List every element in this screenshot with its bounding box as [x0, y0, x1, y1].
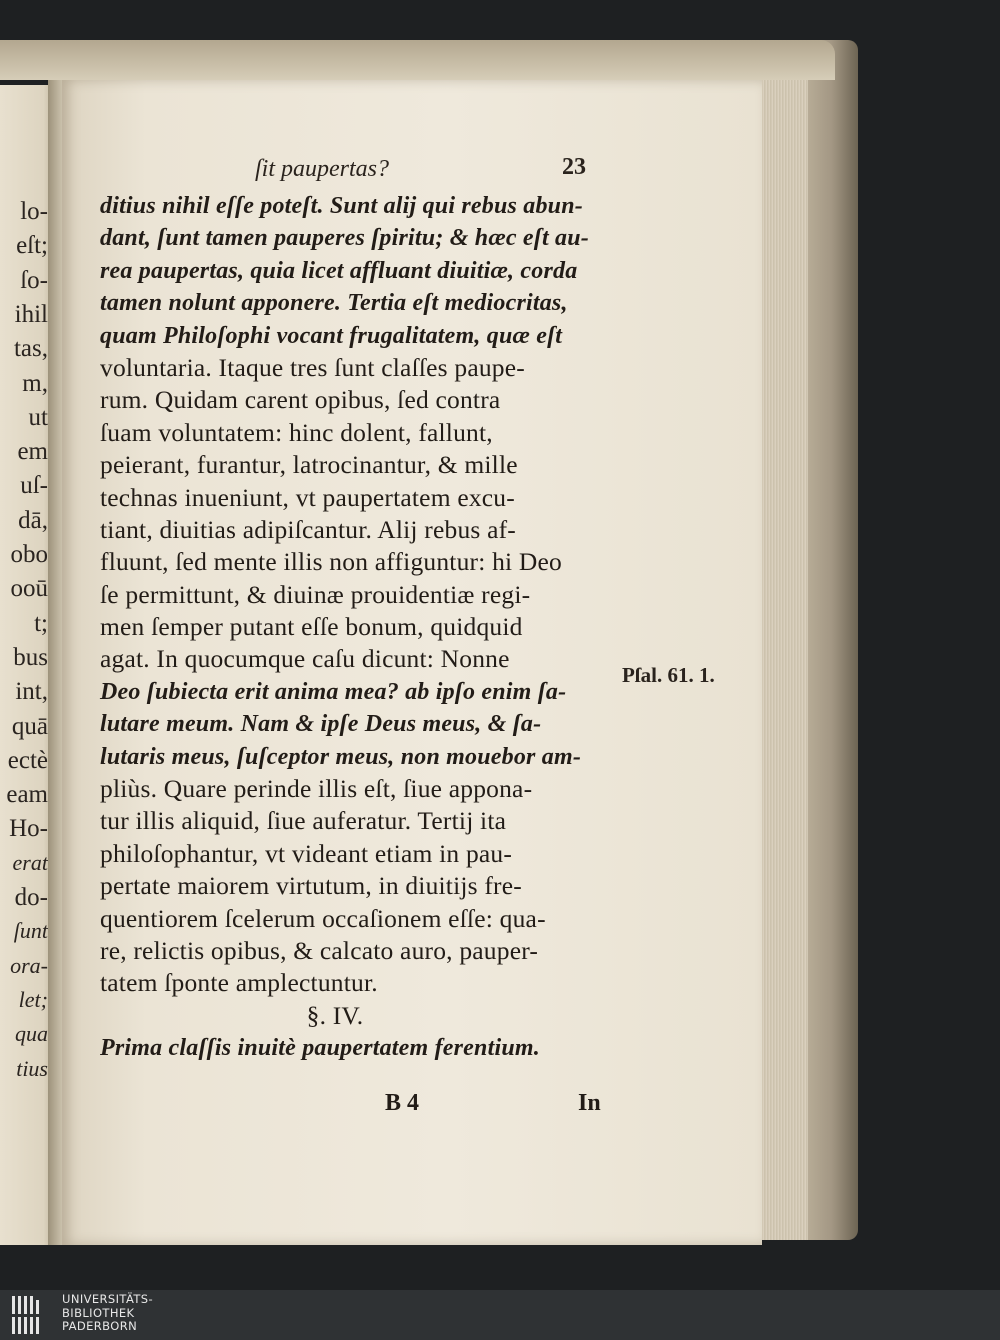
catchword: In [578, 1090, 601, 1116]
page-number: 23 [562, 154, 586, 180]
left-page-fragment: do- [14, 884, 48, 911]
text-line: quam Philoſophi vocant frugalitatem, quæ eſt [100, 322, 563, 349]
text-line: lutare meum. Nam & ipſe Deus meus, & ſa- [100, 711, 542, 738]
text-line: dant, ſunt tamen pauperes ſpiritu; & hæc eſt au- [100, 225, 589, 252]
left-page-fragment: uſ- [20, 472, 48, 500]
text-line: tur illis aliquid, ſiue auferatur. Tertij ita [100, 806, 507, 836]
text-line: rum. Quidam carent opibus, ſed contra [100, 385, 501, 415]
left-page-fragment: obo [10, 541, 48, 568]
left-page-fragment: ooū [10, 575, 48, 603]
text-line: pliùs. Quare perinde illis eſt, ſiue appona- [100, 774, 533, 804]
text-line: ſe permittunt, & diuinæ prouidentiæ regi- [100, 579, 531, 609]
text-line: tamen nolunt apponere. Tertia eſt mediocritas, [100, 290, 568, 317]
text-line: pertate maiorem virtutum, in diuitijs fre- [100, 871, 522, 901]
library-name-line-3: PADERBORN [62, 1319, 138, 1333]
left-page-fragment: erat [12, 849, 48, 875]
text-line: re, relictis opibus, & calcato auro, pauper- [100, 935, 539, 965]
text-line: fluunt, ſed mente illis non affiguntur: hi Deo [100, 547, 562, 577]
text-line: Prima claſſis inuitè paupertatem ferentium. [100, 1035, 540, 1062]
library-name [62, 1293, 153, 1334]
left-page-fragment: bus [13, 643, 48, 671]
left-page-fragment: eam [6, 781, 48, 809]
left-page-fragment: tas, [13, 335, 48, 363]
left-page-fragment: Ho- [9, 815, 48, 843]
left-page-fragment: ihil [14, 300, 48, 328]
marginal-note: Pſal. 61. 1. [622, 663, 715, 687]
text-line: philoſophantur, vt videant etiam in pau- [100, 838, 513, 868]
signature-mark: B 4 [385, 1090, 420, 1116]
text-line: technas inueniunt, vt paupertatem excu- [100, 482, 515, 512]
left-page-fragment: ora- [10, 952, 48, 978]
text-line: Deo ſubiecta erit anima mea? ab ipſo enim ſa- [100, 678, 567, 705]
book-top-edge [0, 40, 835, 80]
text-line: peierant, furantur, latrocinantur, & mille [100, 450, 518, 480]
left-page-fragment: lo- [20, 198, 48, 225]
left-page-fragment: em [17, 438, 48, 466]
text-line: ditius nihil eſſe poteſt. Sunt alij qui rebus abun- [100, 193, 583, 219]
running-head: ſit paupertas? [255, 156, 390, 182]
text-line: quentiorem ſcelerum occaſionem eſſe: qua- [100, 903, 546, 933]
text-line: ſuam voluntatem: hinc dolent, fallunt, [100, 417, 493, 447]
text-line: tiant, diuitias adipiſcantur. Alij rebus af- [100, 514, 517, 544]
text-line: tatem ſponte amplectuntur. [100, 968, 378, 998]
university-library-logo-icon [10, 1294, 42, 1336]
text-line: lutaris meus, ſuſceptor meus, non mouebor am- [100, 743, 582, 770]
left-page-fragment: t; [34, 609, 48, 637]
left-page-fragment: qua [15, 1021, 48, 1047]
library-name-line-1: UNIVERSITÄTS- [62, 1292, 154, 1306]
left-page-fragment: eſt; [16, 232, 48, 260]
left-page-fragment: tius [16, 1055, 48, 1081]
left-page-fragment: dā, [18, 506, 48, 534]
left-page-fragment: ſo- [20, 266, 48, 294]
text-line: agat. In quocumque caſu dicunt: Nonne [100, 644, 510, 674]
left-page-fragment: ſunt [13, 918, 48, 944]
section-heading: §. IV. [306, 1000, 364, 1030]
page-edges [758, 70, 808, 1240]
text-line: voluntaria. Itaque tres ſunt claſſes paupe- [100, 352, 525, 382]
text-line: men ſemper putant eſſe bonum, quidquid [100, 612, 523, 642]
left-page-fragment: m, [22, 369, 48, 397]
page-header [100, 150, 590, 184]
left-page-fragment: int, [15, 678, 48, 706]
left-page-fragment: ectè [7, 746, 48, 774]
left-page-fragment: quā [11, 712, 48, 740]
body-text [100, 190, 610, 1065]
page-footer [100, 1090, 610, 1124]
text-line: rea paupertas, quia licet affluant diuitiæ, corda [100, 257, 578, 284]
library-footer-bar [0, 1290, 1000, 1340]
left-page-fragment: let; [18, 986, 48, 1012]
library-name-line-2: BIBLIOTHEK [62, 1305, 135, 1320]
left-page-fragment: ut [28, 403, 48, 431]
